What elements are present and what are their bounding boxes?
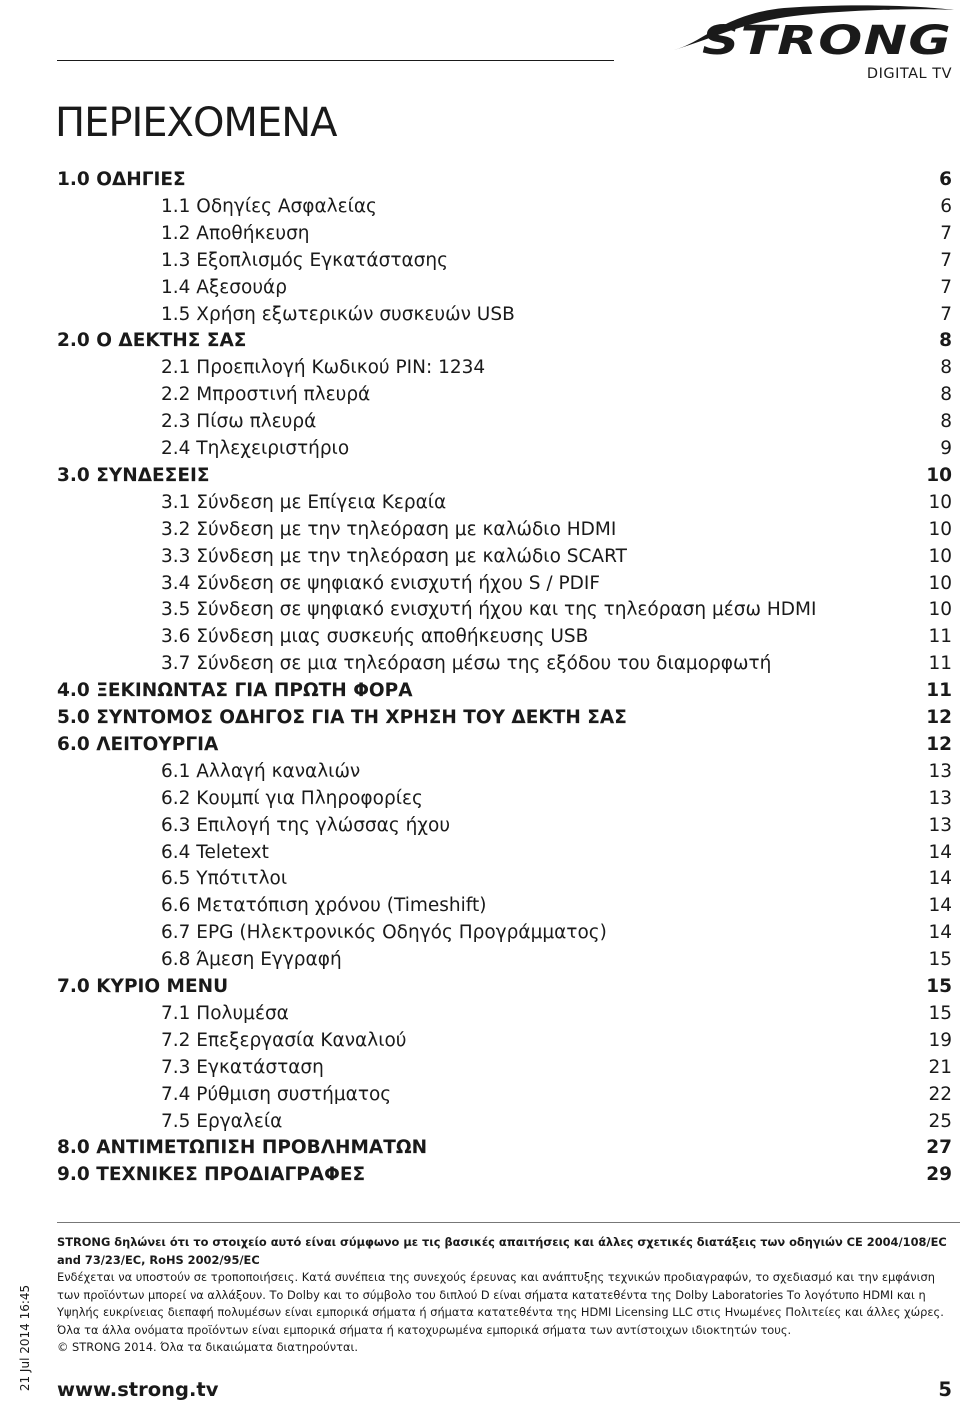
toc-entry-title: 1.4 Αξεσουάρ [161,276,287,298]
toc-entry-title: 3.6 Σύνδεση μιας συσκευής αποθήκευσης USB [161,626,589,648]
page-title: ΠΕΡΙΕΧΟΜΕΝΑ [55,100,337,146]
toc-entry-page: 9 [940,438,952,459]
toc-entry-title: 2.1 Προεπιλογή Κωδικού PIN: 1234 [161,357,486,379]
toc-entry-title: 7.2 Επεξεργασία Καναλιού [161,1029,407,1051]
disclaimer [57,1234,957,1357]
toc-entry-page: 13 [928,760,952,782]
toc-entry[interactable] [0,327,960,354]
toc-entry-title: 3.5 Σύνδεση σε ψηφιακό ενισχυτή ήχου και της τηλεόραση μέσω HDMI [161,599,817,621]
toc-entry-title: 6.4 Teletext [161,841,269,863]
toc-entry[interactable] [0,892,960,919]
toc-entry-title: 6.5 Υπότιτλοι [161,868,288,890]
toc-entry-title: 3.4 Σύνδεση σε ψηφιακό ενισχυτή ήχου S / PDIF [161,572,600,594]
conformity-declaration: STRONG δηλώνει ότι το στοιχείο αυτό είναι σύμφωνο με τις βασικές απαιτήσεις και άλλες σχετικές διατάξεις των οδηγιών CE 2004/108/EC and 73/23/EC, RoHS 2002/95/EC [57,1235,947,1267]
toc-entry[interactable] [0,301,960,328]
toc-entry-title: 1.5 Χρήση εξωτερικών συσκευών USB [161,303,515,325]
toc-entry-title: 5.0 ΣΥΝΤΟΜΟΣ ΟΔΗΓΟΣ ΓΙΑ ΤΗ ΧΡΗΣΗ ΤΟΥ ΔΕΚΤΗ ΣΑΣ [57,707,627,728]
toc-entry-page: 8 [940,384,952,406]
toc-entry[interactable] [0,596,960,623]
toc-entry-page: 10 [926,464,952,486]
toc-entry[interactable] [0,435,960,462]
toc-entry[interactable] [0,1134,960,1161]
toc-entry-page: 8 [940,357,952,379]
toc-entry-title: 6.8 Άμεση Εγγραφή [161,949,342,971]
toc-entry-title: 6.2 Κουμπί για Πληροφορίες [161,787,423,809]
toc-entry-title: 3.3 Σύνδεση με την τηλεόραση με καλώδιο SCART [161,545,627,567]
toc-entry-page: 21 [928,1056,952,1078]
toc-entry-page: 14 [928,922,952,944]
toc-entry[interactable] [0,1000,960,1027]
toc-entry-page: 19 [928,1029,952,1051]
toc-entry-title: 6.0 ΛΕΙΤΟΥΡΓΙΑ [57,733,219,755]
toc-entry-page: 12 [926,707,952,728]
toc-entry[interactable] [0,946,960,973]
toc-entry[interactable] [0,1108,960,1135]
toc-entry-title: 3.7 Σύνδεση σε μια τηλεόραση μέσω της εξόδου του διαμορφωτή [161,653,772,675]
toc-entry-title: 7.4 Ρύθμιση συστήματος [161,1083,392,1105]
logo-subtitle: DIGITAL TV [866,66,952,82]
toc-entry[interactable] [0,812,960,839]
toc-entry-title: 1.0 ΟΔΗΓΙΕΣ [57,169,186,190]
toc-entry[interactable] [0,274,960,301]
toc-entry-page: 22 [928,1083,952,1105]
toc-entry-title: 1.3 Εξοπλισμός Εγκατάστασης [161,249,448,271]
toc-entry-title: 3.2 Σύνδεση με την τηλεόραση με καλώδιο HDMI [161,518,617,540]
toc-entry[interactable] [0,839,960,866]
page-number: 5 [938,1378,952,1401]
toc-entry[interactable] [0,516,960,543]
toc-entry-title: 3.0 ΣΥΝΔΕΣΕΙΣ [57,464,210,486]
toc-entry-page: 8 [939,330,952,352]
toc-entry-page: 29 [926,1164,952,1186]
toc-entry[interactable] [0,973,960,1000]
toc-entry-title: 1.1 Οδηγίες Ασφαλείας [161,195,377,217]
toc-entry[interactable] [0,758,960,785]
toc-entry[interactable] [0,704,960,731]
toc-entry-page: 15 [928,1002,952,1024]
toc-entry[interactable] [0,570,960,597]
toc-entry[interactable] [0,354,960,381]
copyright: © STRONG 2014. Όλα τα δικαιώματα διατηρούνται. [57,1340,358,1354]
svg-text:STRONG: STRONG [702,18,952,58]
toc-entry-title: 7.1 Πολυμέσα [161,1002,289,1024]
toc-entry[interactable] [0,247,960,274]
toc-entry-title: 6.7 EPG (Ηλεκτρονικός Οδηγός Προγράμματος) [161,922,607,944]
toc-entry-page: 13 [928,814,952,836]
toc-entry-page: 11 [926,680,952,702]
toc-entry-page: 11 [928,626,952,648]
toc-entry-page: 11 [928,653,952,675]
toc-entry[interactable] [0,166,960,193]
toc-entry[interactable] [0,785,960,812]
toc-entry[interactable] [0,193,960,220]
modification-notice: Ενδέχεται να υποστούν σε τροποποιήσεις. Κατά συνέπεια της συνεχούς έρευνας και ανάπτυξης τεχνικών προδιαγραφών, το σχεδιασμό και την εμφάνιση των προϊόντων μπορεί να αλλάξουν. Το Dolby και το σύμβολο του διπλού D είναι σήματα κατατεθέντα της Dolby Laboratories Το λογότυπο HDMI και η Υψηλής ευκρίνειας διεπαφή πολυμέσων είναι εμπορικά σήματα ή σήματα κατατεθέντα της HDMI Licensing LLC στις Ηνωμένες Πολιτείες και άλλες χώρες. Όλα τα άλλα ονόματα προϊόντων είναι εμπορικά σήματα ή κατοχυρωμένα εμπορικά σήματα των αντίστοιχων ιδιοκτητών τους. [57,1270,944,1337]
toc-entry-title: 4.0 ΞΕΚΙΝΩΝΤΑΣ ΓΙΑ ΠΡΩΤΗ ΦΟΡΑ [57,680,413,702]
toc-entry-title: 2.0 Ο ΔΕΚΤΗΣ ΣΑΣ [57,330,247,352]
toc-entry-page: 14 [928,868,952,890]
toc-entry-title: 6.3 Επιλογή της γλώσσας ήχου [161,814,451,836]
toc-entry[interactable] [0,1054,960,1081]
toc-entry[interactable] [0,650,960,677]
toc-entry[interactable] [0,543,960,570]
toc-entry-page: 8 [940,411,952,433]
toc-entry[interactable] [0,677,960,704]
toc-entry[interactable] [0,623,960,650]
toc-entry-title: 7.0 ΚΥΡΙΟ MENU [57,976,229,997]
toc-entry-title: 2.3 Πίσω πλευρά [161,411,317,433]
toc-entry-page: 12 [926,733,952,755]
toc-entry-page: 7 [940,249,952,271]
toc-entry-page: 13 [928,787,952,809]
toc-entry[interactable] [0,865,960,892]
toc-entry-title: 7.3 Εγκατάσταση [161,1056,324,1078]
toc-entry[interactable] [0,919,960,946]
toc-entry-page: 15 [928,949,952,971]
toc-entry-page: 15 [926,976,952,997]
toc-entry-title: 9.0 ΤΕΧΝΙΚΕΣ ΠΡΟΔΙΑΓΡΑΦΕΣ [57,1164,366,1186]
toc-entry-page: 10 [928,518,952,540]
toc-entry[interactable] [0,462,960,489]
toc-entry-title: 7.5 Εργαλεία [161,1110,283,1132]
toc-entry[interactable] [0,381,960,408]
toc-entry[interactable] [0,489,960,516]
toc-entry-page: 7 [940,303,952,325]
toc-entry-page: 10 [928,491,952,513]
toc-entry[interactable] [0,1027,960,1054]
toc-entry-title: 2.4 Τηλεχειριστήριο [161,438,350,459]
toc-entry-page: 10 [928,545,952,567]
toc-entry-page: 25 [928,1110,952,1132]
toc-entry[interactable] [0,408,960,435]
toc-entry-page: 6 [939,169,952,190]
toc-entry[interactable] [0,731,960,758]
header-rule [57,60,614,61]
website-link[interactable]: www.strong.tv [57,1378,219,1401]
toc-entry-title: 8.0 ΑΝΤΙΜΕΤΩΠΙΣΗ ΠΡΟΒΛΗΜΑΤΩΝ [57,1137,428,1159]
toc-entry-title: 6.1 Αλλαγή καναλιών [161,760,361,782]
toc-entry-page: 7 [940,222,952,244]
toc-entry[interactable] [0,1081,960,1108]
toc-entry-page: 27 [926,1137,952,1159]
toc-entry-title: 6.6 Μετατόπιση χρόνου (Timeshift) [161,895,487,917]
date-stamp: 21 Jul 2014 16:45 [18,1284,32,1392]
toc-entry-title: 2.2 Μπροστινή πλευρά [161,384,371,406]
footer-rule [57,1222,960,1223]
toc-entry[interactable] [0,1161,960,1188]
toc-entry-title: 1.2 Αποθήκευση [161,222,310,244]
toc-entry-page: 10 [928,599,952,621]
toc-entry-page: 6 [940,195,952,217]
toc-entry-page: 10 [928,572,952,594]
toc-entry-page: 7 [940,276,952,298]
strong-logo [664,4,956,58]
toc-entry-title: 3.1 Σύνδεση με Επίγεια Κεραία [161,491,447,513]
toc-entry[interactable] [0,220,960,247]
toc-entry-page: 14 [928,841,952,863]
toc-entry-page: 14 [928,895,952,917]
